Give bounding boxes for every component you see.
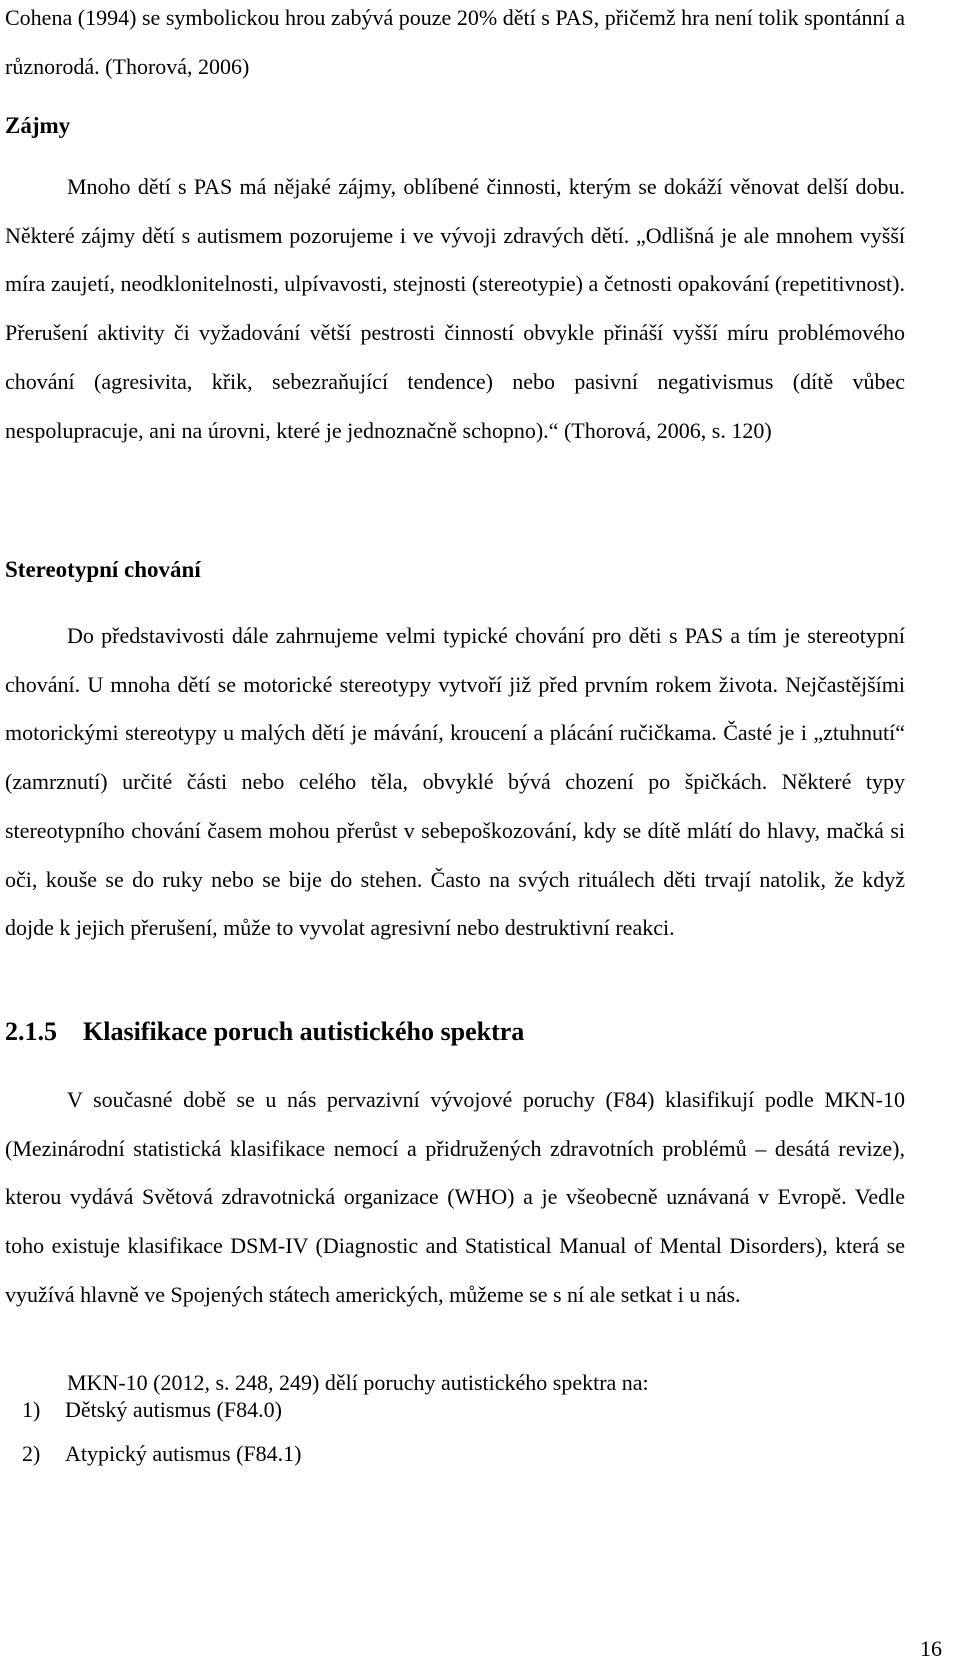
page-number: 16: [920, 1636, 942, 1661]
list-item-text: Dětský autismus (F84.0): [65, 1397, 282, 1422]
list-item-text: Atypický autismus (F84.1): [65, 1441, 302, 1466]
paragraph-klasifikace-text: V současné době se u nás pervazivní vývojové poruchy (F84) klasifikují podle MKN-10 (Mezinárodní statistická klasifikace nemocí a přidružených zdravotních problémů – desátá revize), kterou vydává Světová zdravotnická organizace (WHO) a je všeobecně uznávaná v Evropě. Vedle toho existuje klasifikace DSM-IV (Diagnostic and Statistical Manual of Mental Disorders), která se využívá hlavně ve Spojených státech amerických, můžeme se s ní ale setkat i u nás.: [5, 1087, 905, 1307]
section-title: Klasifikace poruch autistického spektra: [83, 1017, 525, 1046]
paragraph-klasifikace: [5, 1076, 905, 1320]
list-item: [22, 1397, 282, 1423]
section-number: 2.1.5: [5, 1017, 57, 1046]
paragraph-stereotypni-text: Do představivosti dále zahrnujeme velmi typické chování pro děti s PAS a tím je stereotypní chování. U mnoha dětí se motorické stereotypy vytvoří již před prvním rokem života. Nejčastějšími motorickými stereotypy u malých dětí je mávání, kroucení a plácání ručičkama. Časté je i „ztuhnutí“ (zamrznutí) určité části nebo celého těla, obvyklé bývá chození po špičkách. Některé typy stereotypního chování časem mohou přerůst v sebepoškozování, kdy se dítě mlátí do hlavy, mačká si oči, kouše se do ruky nebo se bije do stehen. Často na svých rituálech děti trvají natolik, že když dojde k jejich přerušení, může to vyvolat agresivní nebo destruktivní reakci.: [5, 623, 905, 941]
paragraph-zajmy-text: Mnoho dětí s PAS má nějaké zájmy, oblíbené činnosti, kterým se dokáží věnovat delší dobu. Některé zájmy dětí s autismem pozorujeme i ve vývoji zdravých dětí. „Odlišná je ale mnohem vyšší míra zaujetí, neodklonitelnosti, ulpívavosti, stejnosti (stereotypie) a četnosti opakování (repetitivnost). Přerušení aktivity či vyžadování větší pestrosti činností obvykle přináší vyšší míru problémového chování (agresivita, křik, sebezraňující tendence) nebo pasivní negativismus (dítě vůbec nespolupracuje, ani na úrovni, které je jednoznačně schopno).“ (Thorová, 2006, s. 120): [5, 174, 905, 443]
heading-stereotypni-chovani: Stereotypní chování: [5, 557, 201, 582]
paragraph-stereotypni-chovani: [5, 612, 905, 953]
heading-zajmy: Zájmy: [5, 113, 71, 138]
section-heading-klasifikace: [5, 1017, 524, 1047]
intro-paragraph: Cohena (1994) se symbolickou hrou zabývá pouze 20% dětí s PAS, přičemž hra není tolik spontánní a různorodá. (Thorová, 2006): [5, 5, 905, 79]
list-marker: 1): [22, 1397, 41, 1422]
list-item: [22, 1441, 302, 1467]
list-marker: 2): [22, 1441, 41, 1466]
paragraph-zajmy: [5, 163, 905, 455]
list-intro-text: MKN-10 (2012, s. 248, 249) dělí poruchy autistického spektra na:: [67, 1370, 649, 1395]
